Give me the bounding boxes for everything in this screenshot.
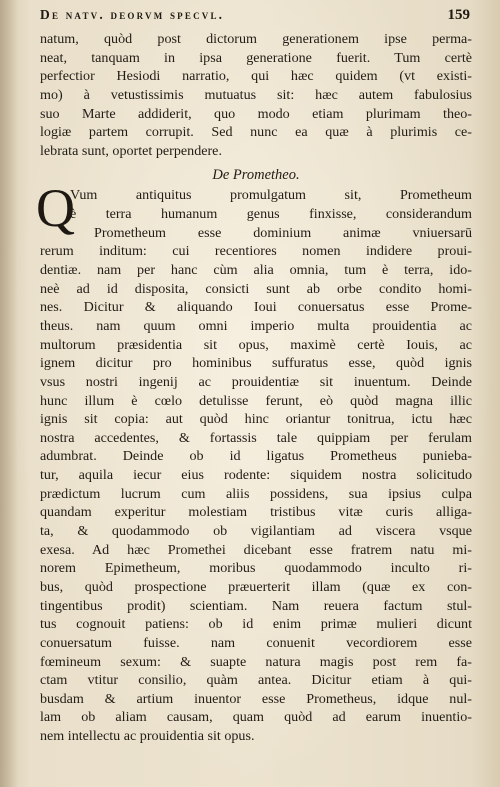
- text-line: multorum præsidentia sit opus, maximè certè Iouis, ac: [40, 336, 472, 353]
- text-line: neè ad id disposita, consicti sunt ab orbe condito homi-: [40, 280, 472, 297]
- text-line: hunc illum è cœlo detulisse ferunt, eò quòd magna illic: [40, 392, 472, 409]
- text-line: ta, & quodammodo ob vigilantiam ad viscera vsque: [40, 523, 472, 540]
- text-line: tus cognouit patiens: ob id enim primæ mulieri dicunt: [40, 616, 472, 633]
- text-line: lebrata sunt, oportet perpendere.: [40, 142, 222, 159]
- text-line: rerum inditum: cui recentiores nomen indidere proui-: [40, 243, 472, 260]
- text-block: [36, 30, 472, 746]
- text-line: vsus nostri ingenij ac prouidentiæ sit inuentum. Deinde: [40, 373, 472, 390]
- text-line: fœmineum sexum: & suapte natura magis post rem fa-: [40, 653, 472, 670]
- text-line: Vum antiquitus promulgatum sit, Prometheum: [70, 187, 472, 204]
- text-line: suo Marte addiderit, quo modo etiam plurimam theo-: [40, 105, 472, 122]
- text-line: exesa. Ad hæc Promethei dicebant esse fratrem natu mi-: [40, 541, 472, 558]
- chapter-paragraph: [36, 178, 472, 745]
- text-line: conuersatum fuisse. nam conuenit vecordiorem esse: [40, 634, 472, 651]
- spine-shadow: [0, 0, 18, 787]
- text-line: nem intellectu ac prouidentia sit opus.: [40, 728, 255, 745]
- text-line: Prometheum esse dominium animæ vniuersarū: [94, 224, 472, 241]
- text-line: perfectior Hesiodi narratio, qui hæc quidem (vt existi-: [40, 68, 472, 85]
- text-line: tur, aquila iecur eius rodente: siquidem nostra solicitudo: [40, 467, 472, 484]
- text-line: lam ob aliam causam, quam quòd ad earum inuentio-: [40, 709, 472, 726]
- text-line: bus, quòd prospectione præuerterit illam (quæ ex con-: [40, 578, 472, 595]
- text-line: prædictum lucrum cum aliis possidens, sua ipsius culpa: [40, 485, 472, 502]
- text-line: adumbrat. Deinde ob id ligatus Prometheus punieba-: [40, 448, 472, 465]
- text-line: mo) à vetustissimis mutuatus sit: hæc autem fabulosius: [40, 86, 472, 103]
- text-line: ignis sit copia: aut quòd hinc oriantur tonitrua, ictu hæc: [40, 411, 472, 428]
- text-line: quandam experitur molestiam tristibus vitæ curis alliga-: [40, 504, 472, 521]
- running-head: De natv. deorvm specvl.: [40, 7, 225, 22]
- text-line: nes. Dicitur & aliquando Ioui conuersatus esse Prome-: [40, 299, 472, 316]
- text-line: è terra humanum genus finxisse, considerandum: [70, 206, 472, 223]
- page-header: [40, 7, 470, 29]
- text-line: ignem dicitur pro hominibus suffuratus esse, quòd ignis: [40, 355, 472, 372]
- text-line: norem Epimetheum, moribus quodammodo inculto ri-: [40, 560, 472, 577]
- text-line: tingentibus prodit) scientiam. Nam reuera factum stul-: [40, 597, 472, 614]
- text-line: logiæ partem corrupit. Sed nunc ea quæ à plurimis ce-: [40, 124, 472, 141]
- text-line: natum, quòd post dictorum generationem ipse perma-: [40, 31, 472, 47]
- text-line: ctam vtitur consilio, quàm antea. Dicitur etiam à qui-: [40, 672, 472, 689]
- page-number: 159: [447, 7, 470, 23]
- drop-cap: Q: [36, 178, 75, 239]
- text-line: dentiæ. nam per hanc cùm alia omnia, tum è terra, ido-: [40, 262, 472, 279]
- text-line: theus. nam quum omni imperio multa prouidentia ac: [40, 317, 472, 334]
- text-line: neat, tanquam in ipsa generatione fuerit. Tum certè: [40, 49, 472, 66]
- section-heading: De Prometheo.: [212, 167, 300, 184]
- text-line: busdam & artium inuentor esse Prometheus, idque nul-: [40, 690, 472, 707]
- text-line: nostra accedentes, & fortassis tale quippiam per ferulam: [40, 429, 472, 446]
